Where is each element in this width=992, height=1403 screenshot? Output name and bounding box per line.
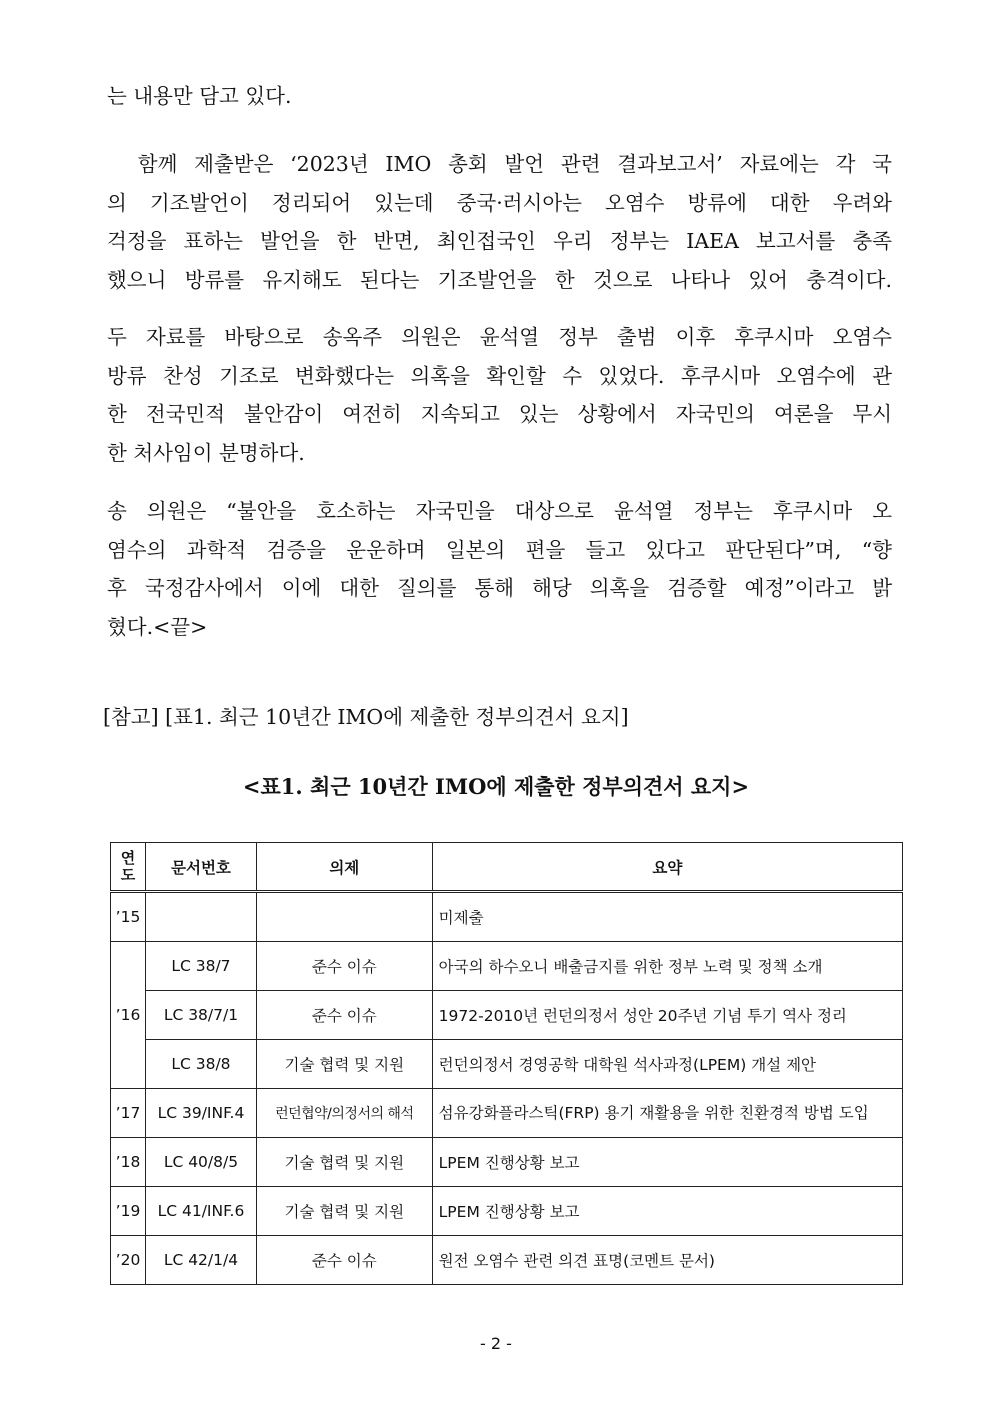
cell-agenda: 기술 협력 및 지원: [256, 1138, 432, 1187]
cell-doc: LC 42/1/4: [145, 1236, 256, 1285]
header-doc: 문서번호: [145, 843, 256, 892]
cell-year: ’20: [111, 1236, 146, 1285]
header-summary: 요약: [432, 843, 902, 892]
table-caption: <표1. 최근 10년간 IMO에 제출한 정부의견서 요지>: [242, 774, 750, 799]
opinion-table: [110, 842, 903, 1285]
cell-agenda: 준수 이슈: [256, 1236, 432, 1285]
cell-summary: 런던의정서 경영공학 대학원 석사과정(LPEM) 개설 제안: [432, 1040, 902, 1089]
cell-summary: LPEM 진행상황 보고: [432, 1187, 902, 1236]
table-header-row: [111, 843, 903, 892]
text-line: 는 내용만 담고 있다.: [107, 84, 292, 108]
text-line: 한 처사임이 분명하다.: [107, 440, 305, 465]
text-line: 송 의원은 “불안을 호소하는 자국민을 대상으로 윤석열 정부는 후쿠시마 오: [107, 499, 892, 523]
table-row: [111, 942, 903, 991]
cell-year: ’17: [111, 1089, 146, 1138]
header-agenda: 의제: [256, 843, 432, 892]
cell-doc: LC 38/7/1: [145, 991, 256, 1040]
cell-agenda: 준수 이슈: [256, 991, 432, 1040]
text-line: 방류 찬성 기조로 변화했다는 의혹을 확인할 수 있었다. 후쿠시마 오염수에 관: [107, 363, 892, 388]
cell-agenda: 준수 이슈: [256, 942, 432, 991]
paragraph-continuation: [107, 77, 892, 116]
table-row: [111, 991, 903, 1040]
text-line: 두 자료를 바탕으로 송옥주 의원은 윤석열 정부 출범 이후 후쿠시마 오염수: [107, 325, 892, 349]
table-row: [111, 1138, 903, 1187]
text-line: 함께 제출받은 ‘2023년 IMO 총회 발언 관련 결과보고서’ 자료에는 각 국: [107, 152, 892, 176]
text-line: 걱정을 표하는 발언을 한 반면, 최인접국인 우리 정부는 IAEA 보고서를 충족: [107, 229, 892, 253]
text-line: 혔다.<끝>: [107, 614, 208, 639]
cell-doc: LC 39/INF.4: [145, 1089, 256, 1138]
cell-summary: 아국의 하수오니 배출금지를 위한 정부 노력 및 정책 소개: [432, 942, 902, 991]
text-line: 한 전국민적 불안감이 여전히 지속되고 있는 상황에서 자국민의 여론을 무시: [107, 402, 892, 426]
table-row: [111, 1089, 903, 1138]
cell-doc: LC 40/8/5: [145, 1138, 256, 1187]
cell-year: ’19: [111, 1187, 146, 1236]
cell-agenda: [256, 892, 432, 942]
page-number: - 2 -: [480, 1334, 512, 1353]
paragraph-quote: [107, 492, 892, 646]
cell-summary: 1972-2010년 런던의정서 성안 20주년 기념 투기 역사 정리: [432, 991, 902, 1040]
cell-agenda: 기술 협력 및 지원: [256, 1040, 432, 1089]
cell-summary: 섬유강화플라스틱(FRP) 용기 재활용을 위한 친환경적 방법 도입: [432, 1089, 902, 1138]
paragraph-imo-report: [107, 145, 892, 299]
table-row: [111, 1187, 903, 1236]
cell-year: ’15: [111, 892, 146, 942]
reference-label: [참고] [표1. 최근 10년간 IMO에 제출한 정부의견서 요지]: [103, 705, 629, 729]
header-year: 연 도: [111, 843, 146, 892]
paragraph-suspicion: [107, 318, 892, 472]
cell-doc: LC 38/8: [145, 1040, 256, 1089]
text-line: 의 기조발언이 정리되어 있는데 중국·러시아는 오염수 방류에 대한 우려와: [107, 190, 892, 215]
cell-summary: 원전 오염수 관련 의견 표명(코멘트 문서): [432, 1236, 902, 1285]
cell-agenda: 기술 협력 및 지원: [256, 1187, 432, 1236]
table-row: [111, 1040, 903, 1089]
cell-summary: LPEM 진행상황 보고: [432, 1138, 902, 1187]
cell-doc: [145, 892, 256, 942]
cell-doc: LC 38/7: [145, 942, 256, 991]
cell-summary: 미제출: [432, 892, 902, 942]
cell-year: ’18: [111, 1138, 146, 1187]
text-line: 후 국정감사에서 이에 대한 질의를 통해 해당 의혹을 검증할 예정”이라고 밝: [107, 576, 892, 600]
cell-doc: LC 41/INF.6: [145, 1187, 256, 1236]
cell-year: ’16: [111, 942, 146, 1089]
text-line: 했으니 방류를 유지해도 된다는 기조발언을 한 것으로 나타나 있어 충격이다.: [107, 267, 892, 292]
table-row: [111, 1236, 903, 1285]
cell-agenda: 런던협약/의정서의 해석: [256, 1089, 432, 1138]
text-line: 염수의 과학적 검증을 운운하며 일본의 편을 들고 있다고 판단된다”며, “향: [107, 537, 892, 562]
table-row: [111, 892, 903, 942]
